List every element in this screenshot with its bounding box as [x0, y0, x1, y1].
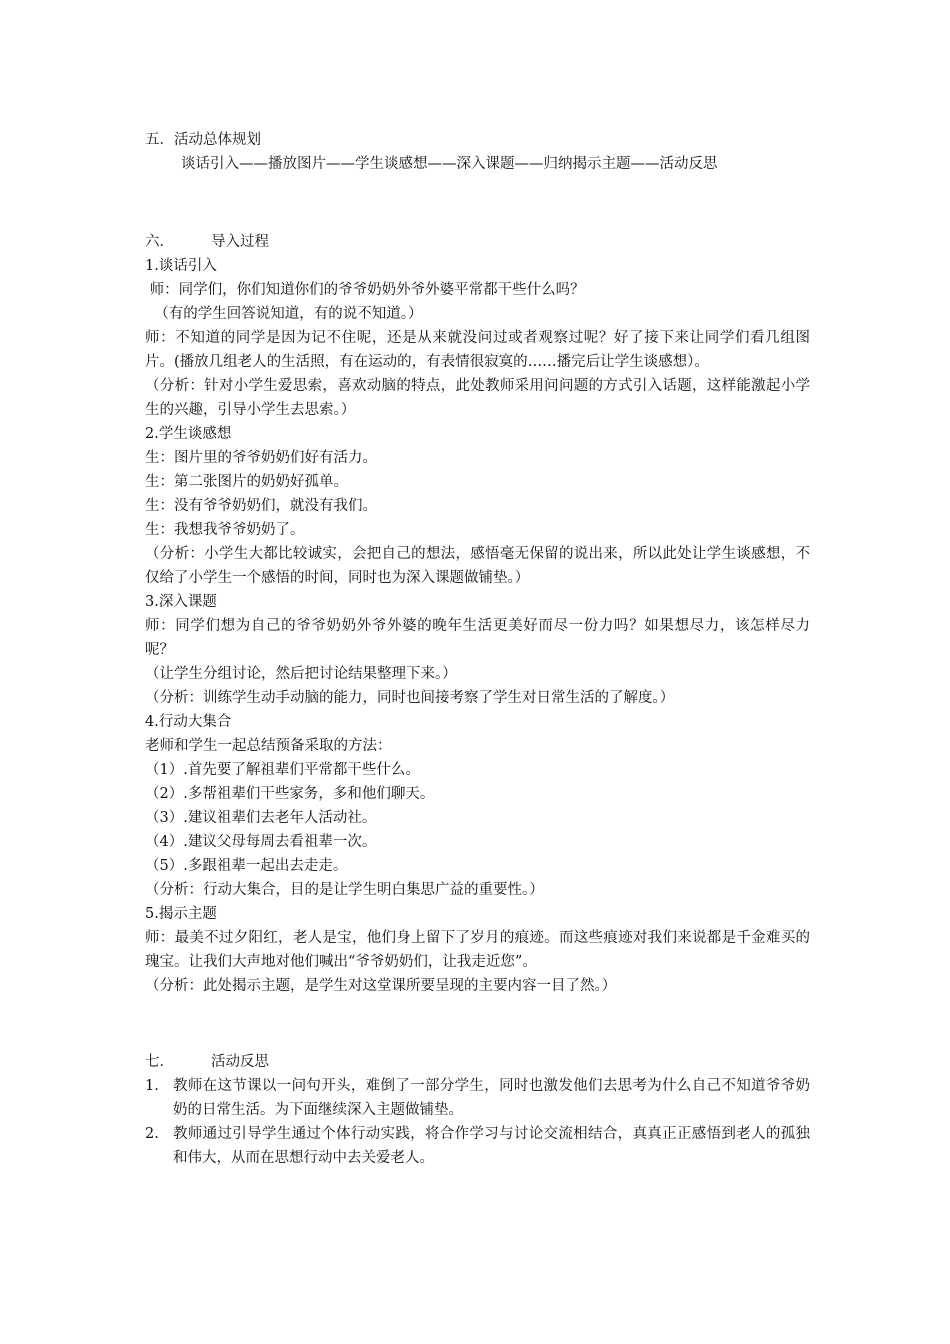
spacer [145, 998, 810, 1050]
part3-analysis: （分析：训练学生动手动脑的能力，同时也间接考察了学生对日常生活的了解度。） [145, 690, 675, 706]
section7-heading [145, 1050, 810, 1074]
part1-analysis: （分析：针对小学生爱思索，喜欢动脑的特点，此处教师采用问问题的方式引入话题，这样能激起小学生的兴趣，引导小学生去思索。） [145, 378, 810, 418]
part3-heading: 3.深入课题 [145, 594, 217, 610]
section7-title: 活动反思 [211, 1054, 269, 1070]
section7-number: 七． [145, 1054, 174, 1070]
part1-line: （有的学生回答说知道，有的说不知道。） [145, 306, 423, 322]
part4-line: 老师和学生一起总结预备采取的方法： [145, 738, 392, 754]
spacer [145, 176, 810, 230]
section6-heading [145, 230, 810, 254]
reflection-item [145, 1074, 810, 1122]
part4-method: （5）.多跟祖辈一起出去走走。 [145, 858, 348, 874]
part4-method: （1）.首先要了解祖辈们平常都干些什么。 [145, 762, 420, 778]
part2-heading: 2.学生谈感想 [145, 426, 232, 442]
part1-heading: 1.谈话引入 [145, 258, 217, 274]
section5-heading: 五．活动总体规划 [145, 132, 261, 148]
part4-method: （4）.建议父母每周去看祖辈一次。 [145, 834, 377, 850]
part2-line: 生：图片里的爷爷奶奶们好有活力。 [145, 450, 377, 466]
section6-title: 导入过程 [211, 234, 269, 250]
part1-line: 师：同学们，你们知道你们的爷爷奶奶外爷外婆平常都干些什么吗？ [145, 282, 585, 298]
document-content [145, 128, 810, 1170]
part4-analysis: （分析：行动大集合，目的是让学生明白集思广益的重要性。） [145, 882, 544, 898]
reflection-item-number: 1. [145, 1078, 159, 1094]
part2-line: 生：没有爷爷奶奶们，就没有我们。 [145, 498, 377, 514]
part2-line: 生：第二张图片的奶奶好孤单。 [145, 474, 348, 490]
reflection-item [145, 1122, 810, 1170]
reflection-item-text: 教师在这节课以一问句开头，难倒了一部分学生，同时也激发他们去思考为什么自己不知道爷爷奶奶的日常生活。为下面继续深入主题做铺垫。 [173, 1078, 810, 1118]
part1-line: 师：不知道的同学是因为记不住呢，还是从来就没问过或者观察过呢？好了接下来让同学们看几组图片。(播放几组老人的生活照，有在运动的，有表情很寂寞的……播完后让学生谈感想）。 [145, 330, 810, 370]
reflection-item-number: 2. [145, 1126, 159, 1142]
part4-heading: 4.行动大集合 [145, 714, 232, 730]
part5-analysis: （分析：此处揭示主题，是学生对这堂课所要呈现的主要内容一目了然。） [145, 978, 617, 994]
part3-line: 师：同学们想为自己的爷爷奶奶外爷外婆的晚年生活更美好而尽一份力吗？如果想尽力，该怎样尽力呢？ [145, 618, 810, 658]
part5-heading: 5.揭示主题 [145, 906, 217, 922]
section5-flow: 谈话引入——播放图片——学生谈感想——深入课题——归纳揭示主题——活动反思 [181, 156, 718, 172]
part4-method: （3）.建议祖辈们去老年人活动社。 [145, 810, 377, 826]
part3-line: （让学生分组讨论，然后把讨论结果整理下来。） [145, 666, 457, 682]
part5-line: 师：最美不过夕阳红，老人是宝，他们身上留下了岁月的痕迹。而这些痕迹对我们来说都是千金难买的瑰宝。让我们大声地对他们喊出“爷爷奶奶们，让我走近您”。 [145, 930, 810, 970]
part2-line: 生：我想我爷爷奶奶了。 [145, 522, 305, 538]
part2-analysis: （分析：小学生大都比较诚实，会把自己的想法，感悟毫无保留的说出来，所以此处让学生谈感想，不仅给了小学生一个感悟的时间，同时也为深入课题做铺垫。） [145, 546, 810, 586]
reflection-item-text: 教师通过引导学生通过个体行动实践，将合作学习与讨论交流相结合，真真正正感悟到老人的孤独和伟大，从而在思想行动中去关爱老人。 [173, 1126, 810, 1166]
part4-method: （2）.多帮祖辈们干些家务，多和他们聊天。 [145, 786, 435, 802]
section6-number: 六． [145, 234, 174, 250]
